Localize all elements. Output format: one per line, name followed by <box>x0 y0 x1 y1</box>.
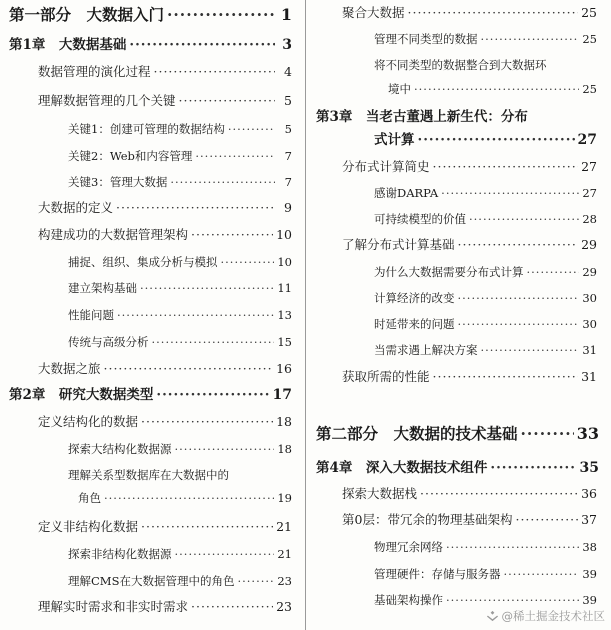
toc-entry[interactable] <box>68 173 292 191</box>
toc-entry[interactable] <box>68 120 292 138</box>
toc-entry[interactable] <box>9 6 292 24</box>
toc-entry-title: 关键2：Web和内容管理 <box>68 149 193 163</box>
toc-entry[interactable] <box>68 147 292 165</box>
toc-entry-page-number: 39 <box>582 567 597 581</box>
toc-entry-title: 第3章 当老古董遇上新生代：分布 <box>316 109 528 125</box>
toc-entry[interactable] <box>38 360 292 378</box>
toc-entry-page-number: 21 <box>277 547 292 561</box>
toc-entry-title: 了解分布式计算基础 <box>342 237 455 252</box>
toc-entry[interactable] <box>374 341 597 359</box>
toc-entry-title: 基础架构操作 <box>374 593 443 607</box>
toc-entry-page-number: 29 <box>582 265 597 279</box>
toc-entry[interactable] <box>374 315 597 333</box>
dot-leader <box>141 518 273 536</box>
toc-entry[interactable] <box>342 236 597 254</box>
toc-entry[interactable] <box>374 538 597 556</box>
toc-entry-page-number: 18 <box>277 442 292 456</box>
toc-entry-title: 探索大数据栈 <box>342 486 418 501</box>
toc-entry-page-number: 31 <box>582 343 597 357</box>
toc-entry[interactable] <box>38 63 292 81</box>
toc-entry-page-number: 1 <box>280 5 292 24</box>
dot-leader <box>433 368 579 386</box>
toc-entry-title: 构建成功的大数据管理架构 <box>38 227 189 242</box>
toc-entry-page-number: 3 <box>282 37 292 53</box>
toc-entry[interactable] <box>316 425 599 443</box>
dot-leader <box>140 279 274 297</box>
toc-entry-title: 式计算 <box>374 132 415 148</box>
toc-entry[interactable] <box>374 263 597 281</box>
dot-leader <box>408 4 579 22</box>
dot-leader <box>175 440 275 458</box>
juejin-logo-icon <box>486 610 499 623</box>
toc-entry-title: 理解关系型数据库在大数据中的 <box>68 468 229 482</box>
dot-leader <box>458 315 580 333</box>
toc-entry-page-number: 25 <box>582 32 597 46</box>
toc-entry-page-number: 29 <box>581 237 597 252</box>
toc-entry-page-number: 19 <box>277 491 292 505</box>
toc-entry[interactable] <box>38 413 292 431</box>
toc-entry-title: 大数据的定义 <box>38 200 114 215</box>
dot-leader <box>221 253 275 271</box>
toc-entry[interactable] <box>38 92 292 110</box>
column-divider <box>305 0 306 630</box>
dot-leader <box>117 306 274 324</box>
dot-leader <box>458 289 580 307</box>
dot-leader <box>154 63 275 81</box>
toc-entry[interactable] <box>68 306 292 324</box>
toc-entry-title: 可持续模型的价值 <box>374 212 466 226</box>
toc-entry-page-number: 27 <box>581 159 597 174</box>
dot-leader <box>418 131 575 149</box>
toc-entry-page-number: 4 <box>284 64 292 79</box>
dot-leader <box>414 80 579 98</box>
dot-leader <box>191 226 273 244</box>
toc-entry-page-number: 31 <box>581 369 597 384</box>
toc-entry-title: 获取所需的性能 <box>342 369 430 384</box>
toc-entry-page-number: 39 <box>582 593 597 607</box>
watermark <box>486 608 606 624</box>
toc-entry-title: 物理冗余网络 <box>374 540 443 554</box>
toc-entry-title: 探索大结构化数据源 <box>68 442 172 456</box>
dot-leader <box>504 565 580 583</box>
dot-leader <box>446 538 579 556</box>
toc-entry-title: 定义结构化的数据 <box>38 414 139 429</box>
dot-leader <box>228 120 275 138</box>
toc-entry[interactable] <box>374 591 597 609</box>
toc-entry-page-number: 5 <box>284 122 292 136</box>
toc-entry-page-number: 9 <box>284 200 292 215</box>
toc-entry-page-number: 27 <box>577 132 597 148</box>
toc-entry-title: 聚合大数据 <box>342 5 405 20</box>
toc-entry[interactable] <box>68 253 292 271</box>
dot-leader <box>469 210 579 228</box>
toc-entry-page-number: 21 <box>276 519 292 534</box>
toc-entry-title: 第一部分 大数据入门 <box>9 5 165 24</box>
toc-entry-title: 第2章 研究大数据类型 <box>9 387 154 403</box>
toc-entry[interactable] <box>374 210 597 228</box>
toc-entry[interactable] <box>374 184 597 202</box>
toc-entry-title: 关键3：管理大数据 <box>68 175 168 189</box>
dot-leader <box>433 158 579 176</box>
toc-entry-page-number: 28 <box>582 212 597 226</box>
dot-leader <box>152 333 275 351</box>
toc-entry-page-number: 5 <box>284 93 292 108</box>
toc-entry[interactable] <box>78 489 292 507</box>
toc-entry-title: 时延带来的问题 <box>374 317 455 331</box>
toc-entry[interactable] <box>374 565 597 583</box>
dot-leader <box>481 341 580 359</box>
toc-entry[interactable] <box>9 386 292 404</box>
toc-entry-title: 关键1：创建可管理的数据结构 <box>68 122 225 136</box>
toc-entry-page-number: 23 <box>277 574 292 588</box>
dot-leader <box>237 572 274 590</box>
dot-leader <box>167 6 275 24</box>
toc-entry[interactable] <box>374 30 597 48</box>
toc-entry-page-number: 25 <box>581 5 597 20</box>
toc-entry-title: 管理不同类型的数据 <box>374 32 478 46</box>
toc-entry-title: 当需求遇上解决方案 <box>374 343 478 357</box>
toc-entry-title: 探索非结构化数据源 <box>68 547 172 561</box>
dot-leader <box>179 92 275 110</box>
toc-entry-title: 管理硬件：存储与服务器 <box>374 567 501 581</box>
toc-entry[interactable] <box>68 440 292 458</box>
toc-entry[interactable] <box>9 36 292 54</box>
toc-entry[interactable] <box>68 466 292 484</box>
dot-leader <box>420 485 578 503</box>
toc-entry-title: 第4章 深入大数据技术组件 <box>316 460 488 476</box>
toc-entry[interactable] <box>316 459 599 477</box>
dot-leader <box>195 147 275 165</box>
toc-entry[interactable] <box>68 279 292 297</box>
toc-entry[interactable] <box>388 80 597 98</box>
toc-entry[interactable] <box>68 333 292 351</box>
toc-entry[interactable] <box>38 199 292 217</box>
toc-entry-page-number: 10 <box>277 255 292 269</box>
dot-leader <box>441 184 579 202</box>
dot-leader <box>141 413 273 431</box>
toc-entry-title: 第1章 大数据基础 <box>9 37 127 53</box>
dot-leader <box>527 263 580 281</box>
toc-entry-page-number: 35 <box>579 460 599 476</box>
dot-leader <box>104 489 274 507</box>
toc-entry-page-number: 23 <box>276 599 292 614</box>
toc-entry-page-number: 36 <box>581 486 597 501</box>
toc-entry[interactable] <box>342 368 597 386</box>
dot-leader <box>170 173 275 191</box>
toc-entry-title: 第0层：带冗余的物理基础架构 <box>342 512 513 527</box>
toc-entry-page-number: 27 <box>582 186 597 200</box>
dot-leader <box>116 199 275 217</box>
dot-leader <box>490 459 576 477</box>
toc-entry-page-number: 7 <box>284 175 292 189</box>
toc-entry-title: 为什么大数据需要分布式计算 <box>374 265 524 279</box>
watermark-text: @稀土掘金技术社区 <box>501 609 605 623</box>
toc-entry-title: 性能问题 <box>68 308 114 322</box>
toc-entry[interactable] <box>374 56 597 74</box>
toc-entry-page-number: 15 <box>277 335 292 349</box>
toc-entry[interactable] <box>342 511 597 529</box>
toc-entry-title: 定义非结构化数据 <box>38 519 139 534</box>
toc-entry-title: 感谢DARPA <box>374 186 439 200</box>
toc-entry-page-number: 16 <box>276 361 292 376</box>
toc-entry-title: 理解数据管理的几个关键 <box>38 93 176 108</box>
toc-entry[interactable] <box>374 131 597 149</box>
toc-entry-page-number: 38 <box>582 540 597 554</box>
toc-entry-page-number: 17 <box>272 387 292 403</box>
toc-entry[interactable] <box>38 226 292 244</box>
toc-entry-title: 传统与高级分析 <box>68 335 149 349</box>
toc-entry-page-number: 37 <box>581 512 597 527</box>
toc-entry-title: 第二部分 大数据的技术基础 <box>316 424 518 443</box>
toc-entry[interactable] <box>68 545 292 563</box>
toc-entry-title: 角色 <box>78 491 101 505</box>
toc-entry-title: 境中 <box>388 82 411 96</box>
dot-leader <box>515 511 578 529</box>
toc-entry-title: 将不同类型的数据整合到大数据环 <box>374 58 547 72</box>
dot-leader <box>446 591 579 609</box>
toc-entry-page-number: 18 <box>276 414 292 429</box>
toc-entry-page-number: 25 <box>582 82 597 96</box>
toc-entry-page-number: 10 <box>276 227 292 242</box>
toc-entry-title: 建立架构基础 <box>68 281 137 295</box>
toc-entry-title: 分布式计算简史 <box>342 159 430 174</box>
toc-entry-title: 捕捉、组织、集成分析与模拟 <box>68 255 218 269</box>
toc-entry[interactable] <box>342 485 597 503</box>
dot-leader <box>191 598 273 616</box>
dot-leader <box>481 30 580 48</box>
toc-entry-page-number: 30 <box>582 291 597 305</box>
toc-entry-title: 数据管理的演化过程 <box>38 64 151 79</box>
toc-entry[interactable] <box>38 518 292 536</box>
toc-entry[interactable] <box>374 289 597 307</box>
toc-entry-title: 理解实时需求和非实时需求 <box>38 599 189 614</box>
toc-entry-title: 理解CMS在大数据管理中的角色 <box>68 574 235 588</box>
toc-entry-title: 计算经济的改变 <box>374 291 455 305</box>
toc-entry[interactable] <box>68 572 292 590</box>
toc-entry-title: 大数据之旅 <box>38 361 101 376</box>
toc-right-column <box>312 0 611 630</box>
dot-leader <box>104 360 274 378</box>
toc-entry-page-number: 13 <box>277 308 292 322</box>
toc-entry-page-number: 7 <box>284 149 292 163</box>
toc-entry[interactable] <box>342 158 597 176</box>
toc-entry-page-number: 30 <box>582 317 597 331</box>
toc-entry[interactable] <box>38 598 292 616</box>
toc-entry[interactable] <box>316 108 597 126</box>
dot-leader <box>175 545 275 563</box>
toc-entry[interactable] <box>342 4 597 22</box>
dot-leader <box>129 36 275 54</box>
dot-leader <box>156 386 269 404</box>
toc-entry-page-number: 11 <box>277 281 292 295</box>
dot-leader <box>458 236 579 254</box>
toc-entry-page-number: 33 <box>576 424 599 443</box>
dot-leader <box>521 425 574 443</box>
